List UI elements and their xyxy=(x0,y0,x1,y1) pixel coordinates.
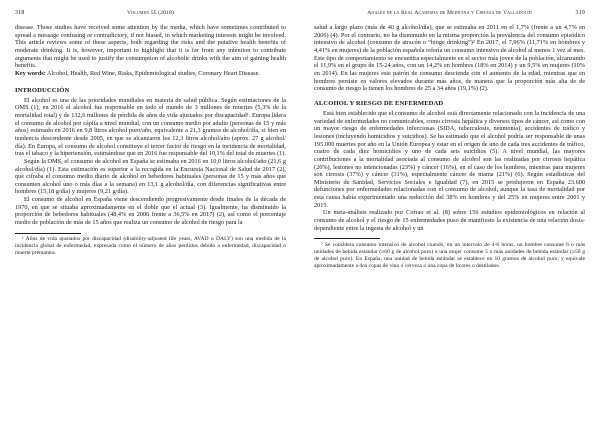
page-number-right: 319 xyxy=(575,10,585,16)
body-paragraph: El alcohol es una de las prioridades mundiales en materia de salud pública. Según estimaciones de la OMS (1), en 2016 el alcohol fue responsable en todo el mundo de 3 millones de muertes (5,3% de la mortalidad total) y de 132,6 millones de pérdida de años de vida ajustados por discapacidad¹. Europa lidera el consumo de alcohol por cápita a nivel mundial, con un consumo medio por adulto (personas de 15 y más años) estimado en 2016 en 9,8 litros alcohol puro/año, equivalente a 21,3 gramos de alcohol/día, si bien en tendencia descendente desde 2005, en que se alcanzaron los 12,3 litros alcohol/año (aprox. 27 g alcohol/ día). En Europa, el consumo de alcohol constituye el tercer factor de riesgo en la incidencia de mortalidad, tras el tabaco y la hipertensión, estimándose que en 2016 fue responsable del 10,1% del total de muertes (1). xyxy=(15,96,286,158)
body-paragraph: Está bien establecido que el consumo de alcohol está directamente relacionado con la incidencia de una variedad de enfermedades no comunicables, como cirrosis hepática y diversos tipos de cáncer, así como con un mayor riesgo de enfermedades infecciosas (SIDA, tuberculosis, neumonía), accidentes de tráfico y lesiones (incluyendo homicidios y suicidios). Se ha estimado que el alcohol podría ser responsable de unas 195.000 muertes por año en la Unión Europea y estar en el origen de uno de cada tres accidentes de tráfico, cuatro de cada diez homicidios y uno de cada seis suicidios (5). A nivel mundial, las mayores contribuciones a la mortalidad asociada al consumo de alcohol son las realizadas por cirrosis hepática (26%), lesiones no intencionadas (23%) y cáncer (16%), en el caso de los hombres, mientras para mujeres son cirrosis (37%) y cáncer (31%), especialmente cáncer de mama (21%) (6). Según estadísticas del Ministerio de Sanidad, Servicios Sociales e Igualdad (7), en 2015 se produjeron en España 23.600 defunciones por enfermedades relacionadas con el consumo de alcohol, aunque la tasa de mortalidad por esta causa había experimentado una reducción del 38% en hombres y del 25% en mujeres entre 2001 y 2015. xyxy=(314,109,585,209)
section-heading-introduccion: INTRODUCCIÓN xyxy=(15,86,70,94)
journal-title-header: Anales de la Real Academia de Medicina y Cirugía de Valladolid xyxy=(367,10,532,16)
section-heading-alcohol-riesgo: ALCOHOL Y RIESGO DE ENFERMEDAD xyxy=(314,99,444,107)
left-body xyxy=(15,24,286,227)
body-paragraph: Según la OMS, el consumo de alcohol en España se estimaba en 2016 en 10,0 litros alcohol/año (21,6 g alcohol/día) (1). Esta estimación es superior a la recogida en la Encuesta Nacional de Salud de 2017 (2), que cifraba el consumo medio diario de alcohol en bebedores habituales (personas de 15 y más años que consumen alcohol uno o más días a la semana) en 13,1 g alcohol/día, con diferencias significativas entre hombres (15,18 g/día) y mujeres (9,21 g/día). xyxy=(15,157,286,196)
footnotes-right xyxy=(314,242,585,270)
footnote-1: ¹ Años de vida ajustados por discapacidad (disability-adjusted life years, AVAD o DALY) son una medida de la incidencia global de enfermedad, expresada como el número de años perdidos debido a enfermedad, discapacidad o muerte prematura. xyxy=(15,236,286,257)
journal-volume-header: Volumen 55 (2018) xyxy=(126,10,174,16)
body-paragraph: salud a largo plazo (más de 40 g alcohol/día), que se estimaba en 2011 en el 1,7% (frente a un 4,7% en 2006) (4). Por el contrario, no ha disminuido en la misma proporción la prevalencia del consumo episódico intensivo de alcohol (consumo de atracón o “binge drinking”)² En 2017, el 7,96% (11,71% en hombres y 4,41% en mujeres) de la población española refería un consumo intensivo de alcohol al menos 1 vez al mes. Este tipo de comportamiento se encuentra especialmente en el sector más joven de la población, alcanzando el 11,9% en el grupo de 15-24 años, con un 14,2% en hombres (18% en 2014) y un 9,5% en mujeres (10% en 2014). En las mujeres este patrón de consumo desciende con el aumento de la edad, mientras que en hombres persiste en valores elevados durante más años, de manera que la proporción más alta de de consumo de riesgo la tienen los hombres de 25 a 34 años (19,1%) (2). xyxy=(314,24,585,93)
page-number-left: 318 xyxy=(15,10,25,16)
footnote-divider xyxy=(15,233,81,234)
right-body xyxy=(314,24,585,232)
running-header-right xyxy=(314,10,585,24)
body-paragraph: El consumo de alcohol en España viene descendiendo progresivamente desde finales de la década de 1970, en que se situaba aproximadamente en el doble que el actual (3). Igualmente, ha disminuido la proporción de bebedores habituales (48,4% en 2006 frente a 36,5% en 2017) (2), así como el porcentaje medio de población de más de 15 años que realiza un consumo de alcohol de riesgo para la xyxy=(15,196,286,227)
footnote-divider xyxy=(314,238,380,239)
footnote-2: ² Se considera consumo intensivo de alcohol cuando, en un intervalo de 4-6 horas, un hombre consume 6 o más unidades de bebida estándar (≥60 g de alcohol puro) o una mujer consume 5 o más unidades de bebida estándar (≥50 g de alcohol puro). En España, una unidad de bebida estándar se establece en 10 gramos de alcohol puro, y equivale aproximadamente a dos copas de vino o cerveza o una copa de licores o destilados. xyxy=(314,242,585,269)
running-header-left xyxy=(15,10,286,24)
abstract-tail: disease. Those studies have received some attention by the media, which have sometimes contributed to spread a message confusing or contradictory, if not biased, in which marketing interests might be involved. This article reviews some of these aspects, both regarding the risks and the putative health benefits of moderate drinking. It is, however, important to highlight that it is far from any intention to contribute arguments that might be used to justify the consumption of alcoholic drinks with the aim of gaining health benefits. xyxy=(15,24,286,70)
footnotes-left xyxy=(15,236,286,257)
right-page xyxy=(300,0,600,423)
keywords-text: Alcohol, Health, Red Wine, Risks, Epidemiological studies, Coronary Heart Disease. xyxy=(46,69,260,77)
keywords-line xyxy=(15,70,286,78)
body-paragraph: Un meta-análisis realizado por Corrao et al. (8) sobre 156 estudios epidemiológicos en relación al consumo de alcohol y el riesgo de 15 enfermedades puso de manifiesto la existencia de una relación dosis-dependiente entre la ingesta de alcohol y un xyxy=(314,209,585,232)
keywords-label: Key words: xyxy=(15,69,46,77)
